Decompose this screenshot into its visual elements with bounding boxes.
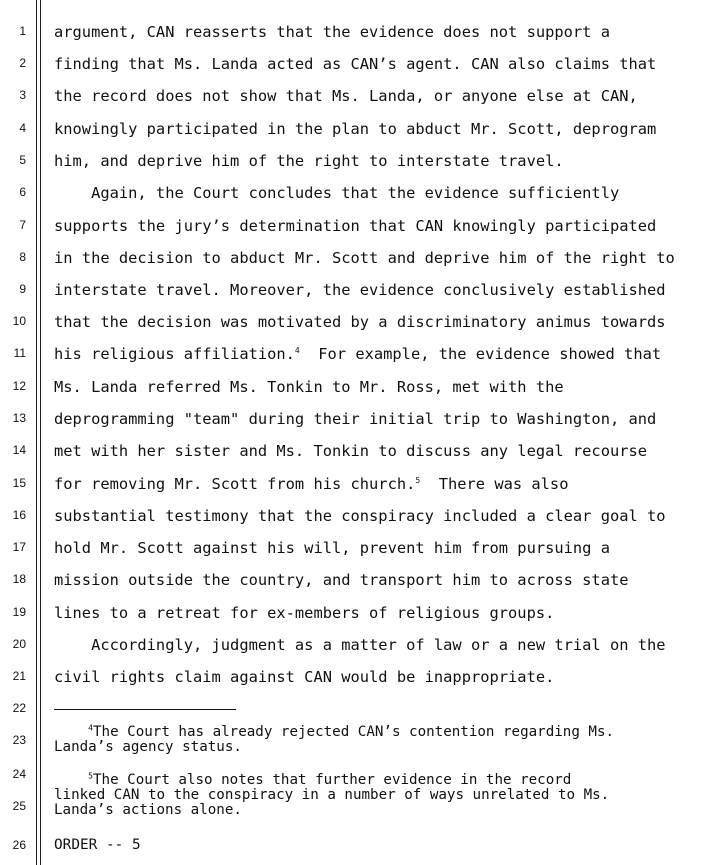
line-number: 26 [12,838,26,852]
body-line: argument, CAN reasserts that the evidence does not support a [54,23,610,41]
line-number: 7 [19,218,26,232]
body-line: him, and deprive him of the right to interstate travel. [54,152,564,170]
line-number: 2 [19,56,26,70]
body-line: supports the jury’s determination that CAN knowingly participated [54,217,657,235]
body-line [54,474,714,494]
footnote-rule [54,709,236,710]
body-line: substantial testimony that the conspiracy included a clear goal to [54,507,666,525]
line-number: 11 [13,346,26,360]
body-line: interstate travel. Moreover, the evidence conclusively established [54,281,666,299]
footnote-ref: 5 [415,475,421,485]
body-text: his religious affiliation. [54,345,295,363]
line-number: 22 [12,701,26,715]
body-line: in the decision to abduct Mr. Scott and deprive him of the right to [54,249,675,267]
footnote-text: The Court also notes that further evidence in the record [93,772,572,788]
body-line: knowingly participated in the plan to abduct Mr. Scott, deprogram [54,120,657,138]
line-number: 25 [12,799,26,813]
line-number: 15 [12,476,26,490]
footnote-4 [54,725,714,740]
body-text: for removing Mr. Scott from his church. [54,475,416,493]
line-number: 19 [12,605,26,619]
body-text: There was also [420,475,569,493]
line-number: 9 [19,282,26,296]
body-line: Again, the Court concludes that the evidence sufficiently [54,184,620,202]
footnote-line: Landa’s agency status. [54,739,242,755]
line-number: 24 [12,767,26,781]
line-number: 13 [12,411,26,425]
body-line: Ms. Landa referred Ms. Tonkin to Mr. Ross, met with the [54,378,564,396]
body-line: finding that Ms. Landa acted as CAN’s agent. CAN also claims that [54,55,657,73]
line-number: 3 [19,88,26,102]
footnote-line: Landa’s actions alone. [54,802,242,818]
line-number: 21 [12,669,26,683]
footnote-mark: 5 [88,771,93,781]
footnote-5 [54,773,714,788]
line-number: 23 [12,733,26,747]
body-line: lines to a retreat for ex-members of religious groups. [54,604,555,622]
page-footer: ORDER -- 5 [54,837,141,853]
body-line: deprogramming "team" during their initial trip to Washington, and [54,410,657,428]
body-line: that the decision was motivated by a discriminatory animus towards [54,313,666,331]
body-line: the record does not show that Ms. Landa, or anyone else at CAN, [54,87,638,105]
body-line: met with her sister and Ms. Tonkin to discuss any legal recourse [54,442,648,460]
line-number: 12 [12,379,26,393]
body-line: hold Mr. Scott against his will, prevent him from pursuing a [54,539,610,557]
line-number: 17 [12,540,26,554]
line-number: 6 [19,185,26,199]
line-number: 8 [19,250,26,264]
line-number: 16 [12,508,26,522]
line-number: 14 [12,443,26,457]
margin-rule-right [40,0,41,865]
footnote-ref: 4 [294,345,300,355]
line-number: 4 [19,121,26,135]
margin-rule-left [36,0,37,865]
body-line [54,344,714,364]
body-line: civil rights claim against CAN would be inappropriate. [54,668,555,686]
line-number: 5 [19,153,26,167]
line-number: 10 [12,314,26,328]
line-number: 1 [19,24,26,38]
footnote-line: linked CAN to the conspiracy in a number of ways unrelated to Ms. [54,787,610,803]
line-number: 20 [12,637,26,651]
body-line: Accordingly, judgment as a matter of law or a new trial on the [54,636,666,654]
line-number: 18 [12,572,26,586]
footnote-text: The Court has already rejected CAN’s contention regarding Ms. [93,724,615,740]
body-text: For example, the evidence showed that [299,345,662,363]
body-line: mission outside the country, and transport him to across state [54,571,629,589]
footnote-mark: 4 [88,723,93,733]
